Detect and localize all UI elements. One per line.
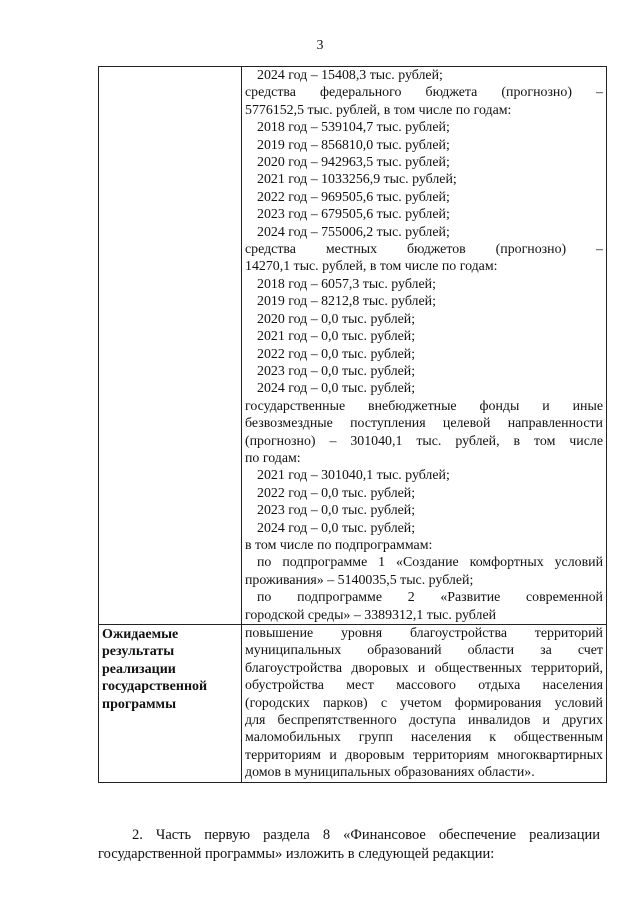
funding-line: по подпрограмме 2 «Развитие современной	[257, 590, 603, 606]
funding-line: средства федерального бюджета (прогнозно) –	[245, 85, 603, 101]
funding-line: проживания» – 5140035,5 тыс. рублей;	[245, 572, 474, 588]
funding-line: 2022 год – 0,0 тыс. рублей;	[257, 346, 416, 362]
funding-line: 2024 год – 15408,3 тыс. рублей;	[257, 68, 443, 83]
funding-line: государственные внебюджетные фонды и иные	[245, 398, 603, 414]
funding-line: 2018 год – 6057,3 тыс. рублей;	[257, 276, 436, 292]
funding-line: 2021 год – 301040,1 тыс. рублей;	[257, 468, 450, 484]
funding-line: 2022 год – 0,0 тыс. рублей;	[257, 485, 416, 501]
funding-cell	[242, 67, 607, 625]
results-line: повышение уровня благоустройства территорий	[245, 626, 603, 641]
paragraph-line: 2. Часть первую раздела 8 «Финансовое обеспечение реализации	[132, 827, 600, 843]
funding-line: 2020 год – 0,0 тыс. рублей;	[257, 311, 416, 327]
funding-line: 2021 год – 0,0 тыс. рублей;	[257, 329, 416, 345]
funding-line: 2018 год – 539104,7 тыс. рублей;	[257, 120, 450, 136]
funding-row	[99, 67, 607, 625]
funding-line: 2023 год – 0,0 тыс. рублей;	[257, 503, 416, 519]
funding-label-cell	[99, 67, 242, 625]
funding-line: 2023 год – 679505,6 тыс. рублей;	[257, 207, 450, 223]
funding-line: 2024 год – 0,0 тыс. рублей;	[257, 520, 416, 536]
funding-line: 2020 год – 942963,5 тыс. рублей;	[257, 155, 450, 171]
funding-line: 14270,1 тыс. рублей, в том числе по годам:	[245, 259, 498, 275]
funding-line: городской среды» – 3389312,1 тыс. рублей	[245, 607, 497, 623]
funding-line: в том числе по подпрограммам:	[245, 537, 433, 553]
results-line: муниципальных образований области за счет	[245, 643, 603, 659]
results-line: для беспрепятственного доступа инвалидов и других	[245, 713, 603, 729]
funding-line: безвозмездные поступления целевой направленности	[245, 416, 603, 432]
results-label-cell	[99, 625, 242, 783]
funding-line: 2021 год – 1033256,9 тыс. рублей;	[257, 172, 457, 188]
funding-line: 2019 год – 8212,8 тыс. рублей;	[257, 294, 436, 310]
results-cell	[242, 625, 607, 783]
funding-line: 2024 год – 755006,2 тыс. рублей;	[257, 224, 450, 240]
funding-line: 2023 год – 0,0 тыс. рублей;	[257, 363, 416, 379]
results-line: домов в муниципальных образованиях области».	[245, 765, 535, 781]
results-heading: Ожидаемые результаты реализации государственной программы	[102, 627, 208, 712]
results-line: территориям и дворовым территориям многоквартирных	[245, 747, 603, 763]
passport-table	[98, 66, 607, 783]
funding-line: по годам:	[245, 450, 301, 466]
funding-line: 2024 год – 0,0 тыс. рублей;	[257, 381, 416, 397]
funding-line: 2022 год – 969505,6 тыс. рублей;	[257, 189, 450, 205]
results-line: благоустройства дворовых и общественных территорий,	[245, 660, 603, 676]
paragraph-line: государственной программы» изложить в следующей редакции:	[98, 846, 495, 862]
page-number: 3	[316, 38, 324, 53]
results-line: обустройства мест массового отдыха населения	[245, 678, 603, 694]
results-line: (городских парков) с учетом формирования условий	[245, 695, 603, 711]
funding-line: по подпрограмме 1 «Создание комфортных условий	[257, 555, 603, 571]
amendment-paragraph	[98, 826, 600, 864]
funding-line: 2019 год – 856810,0 тыс. рублей;	[257, 137, 450, 153]
results-line: маломобильных групп населения к общественным	[245, 730, 603, 746]
funding-line: (прогнозно) – 301040,1 тыс. рублей, в том числе	[245, 433, 603, 449]
funding-line: 5776152,5 тыс. рублей, в том числе по годам:	[245, 102, 512, 118]
results-row	[99, 625, 607, 783]
funding-line: средства местных бюджетов (прогнозно) –	[245, 242, 603, 258]
